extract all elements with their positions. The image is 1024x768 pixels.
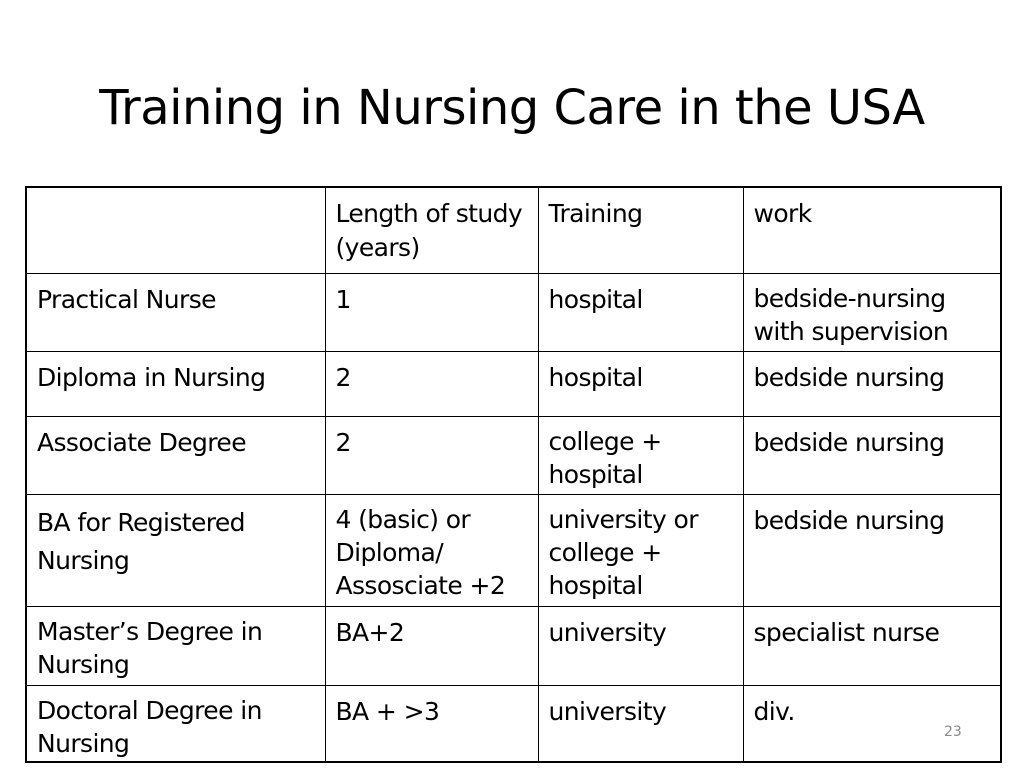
table-cell: Associate Degree bbox=[26, 416, 325, 494]
table-cell: div. bbox=[743, 685, 1001, 762]
table-cell: bedside nursing bbox=[743, 416, 1001, 494]
table-cell: Diploma in Nursing bbox=[26, 351, 325, 416]
table-cell: 1 bbox=[325, 273, 538, 351]
table-cell: 4 (basic) or Diploma/ Assosciate +2 bbox=[325, 494, 538, 606]
table-row bbox=[26, 351, 1001, 416]
table-cell: Doctoral Degree in Nursing bbox=[26, 685, 325, 762]
table-row bbox=[26, 685, 1001, 762]
table-cell: university or college + hospital bbox=[538, 494, 743, 606]
table-cell: BA + >3 bbox=[325, 685, 538, 762]
table-cell: bedside nursing bbox=[743, 351, 1001, 416]
table-row bbox=[26, 416, 1001, 494]
table-cell: bedside-nursing with supervision bbox=[743, 273, 1001, 351]
table-cell: Master’s Degree in Nursing bbox=[26, 606, 325, 685]
table-cell: university bbox=[538, 606, 743, 685]
table-cell: hospital bbox=[538, 351, 743, 416]
table-cell: specialist nurse bbox=[743, 606, 1001, 685]
table-row bbox=[26, 273, 1001, 351]
table-cell: BA for Registered Nursing bbox=[26, 494, 325, 606]
table-cell: BA+2 bbox=[325, 606, 538, 685]
slide-title: Training in Nursing Care in the USA bbox=[99, 80, 925, 136]
table-cell: university bbox=[538, 685, 743, 762]
table-cell: Practical Nurse bbox=[26, 273, 325, 351]
header-cell-empty bbox=[26, 187, 325, 273]
table-cell: 2 bbox=[325, 416, 538, 494]
table-row bbox=[26, 606, 1001, 685]
table-cell: college + hospital bbox=[538, 416, 743, 494]
header-cell-length: Length of study (years) bbox=[325, 187, 538, 273]
page-number: 23 bbox=[944, 724, 962, 740]
table-cell: hospital bbox=[538, 273, 743, 351]
table-header-row bbox=[26, 187, 1001, 273]
nursing-training-table bbox=[25, 186, 1002, 763]
table-row bbox=[26, 494, 1001, 606]
header-cell-training: Training bbox=[538, 187, 743, 273]
header-cell-work: work bbox=[743, 187, 1001, 273]
table-cell: 2 bbox=[325, 351, 538, 416]
table-cell: bedside nursing bbox=[743, 494, 1001, 606]
